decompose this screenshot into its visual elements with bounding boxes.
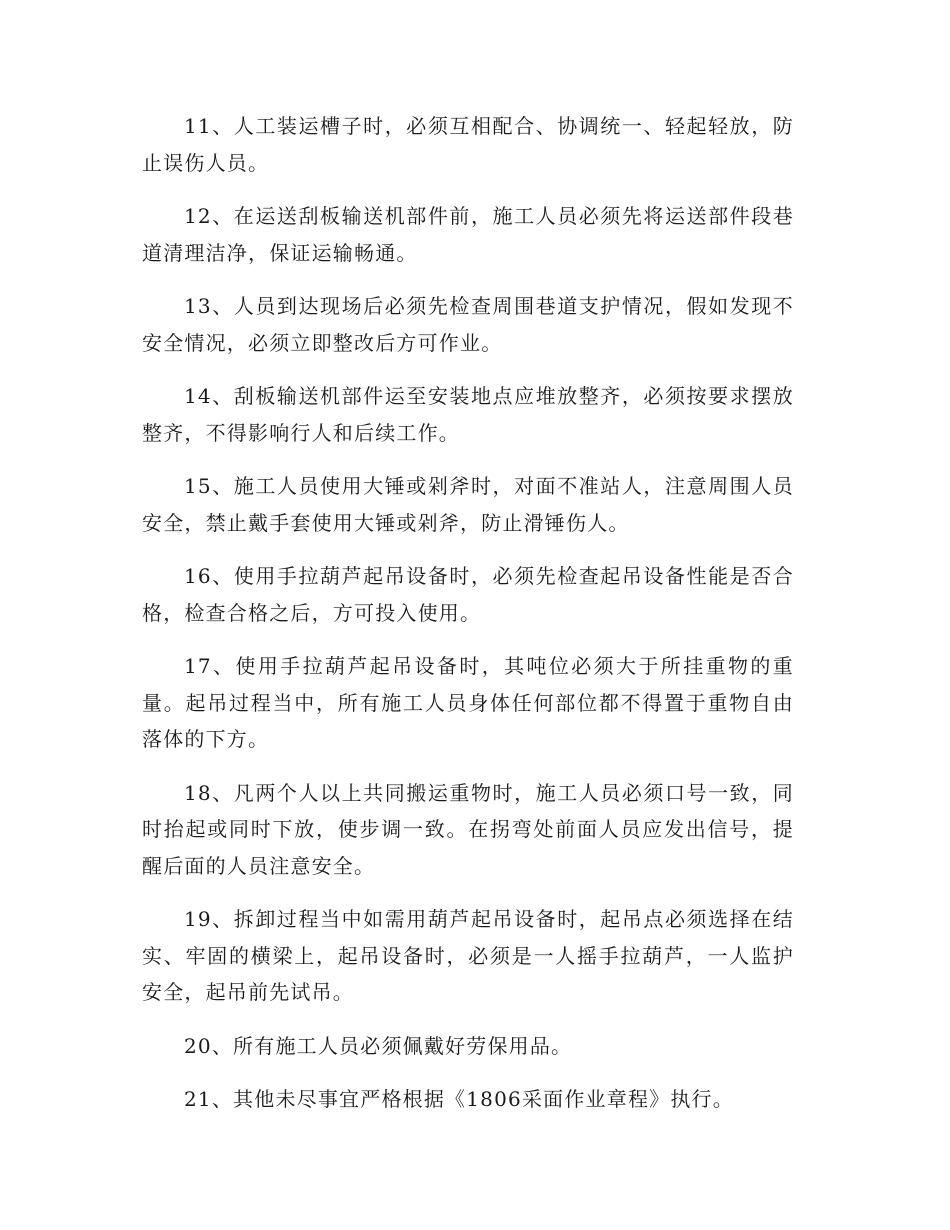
paragraph-15: 15、施工人员使用大锤或剁斧时，对面不准站人，注意周围人员安全，禁止戴手套使用大锤或剁斧，防止滑锤伤人。 — [142, 474, 794, 535]
paragraph-17: 17、使用手拉葫芦起吊设备时，其吨位必须大于所挂重物的重量。起吊过程当中，所有施工人员身体任何部位都不得置于重物自由落体的下方。 — [142, 654, 794, 751]
paragraph-12: 12、在运送刮板输送机部件前，施工人员必须先将运送部件段巷道清理洁净，保证运输畅通。 — [142, 204, 794, 265]
paragraph-18: 18、凡两个人以上共同搬运重物时，施工人员必须口号一致，同时抬起或同时下放，使步调一致。在拐弯处前面人员应发出信号，提醒后面的人员注意安全。 — [142, 780, 794, 878]
paragraph-14: 14、刮板输送机部件运至安装地点应堆放整齐，必须按要求摆放整齐，不得影响行人和后续工作。 — [142, 384, 794, 445]
document-body — [142, 108, 794, 1135]
paragraph-16: 16、使用手拉葫芦起吊设备时，必须先检查起吊设备性能是否合格，检查合格之后，方可投入使用。 — [142, 564, 794, 625]
paragraph-20: 20、所有施工人员必须佩戴好劳保用品。 — [184, 1033, 573, 1058]
paragraph-21: 21、其他未尽事宜严格根据《1806采面作业章程》执行。 — [184, 1087, 734, 1111]
paragraph-19: 19、拆卸过程当中如需用葫芦起吊设备时，起吊点必须选择在结实、牢固的横梁上，起吊设备时，必须是一人摇手拉葫芦，一人监护安全，起吊前先试吊。 — [142, 907, 794, 1004]
paragraph-11: 11、人工装运槽子时，必须互相配合、协调统一、轻起轻放，防止误伤人员。 — [142, 114, 794, 175]
paragraph-13: 13、人员到达现场后必须先检查周围巷道支护情况，假如发现不安全情况，必须立即整改后方可作业。 — [142, 294, 794, 355]
